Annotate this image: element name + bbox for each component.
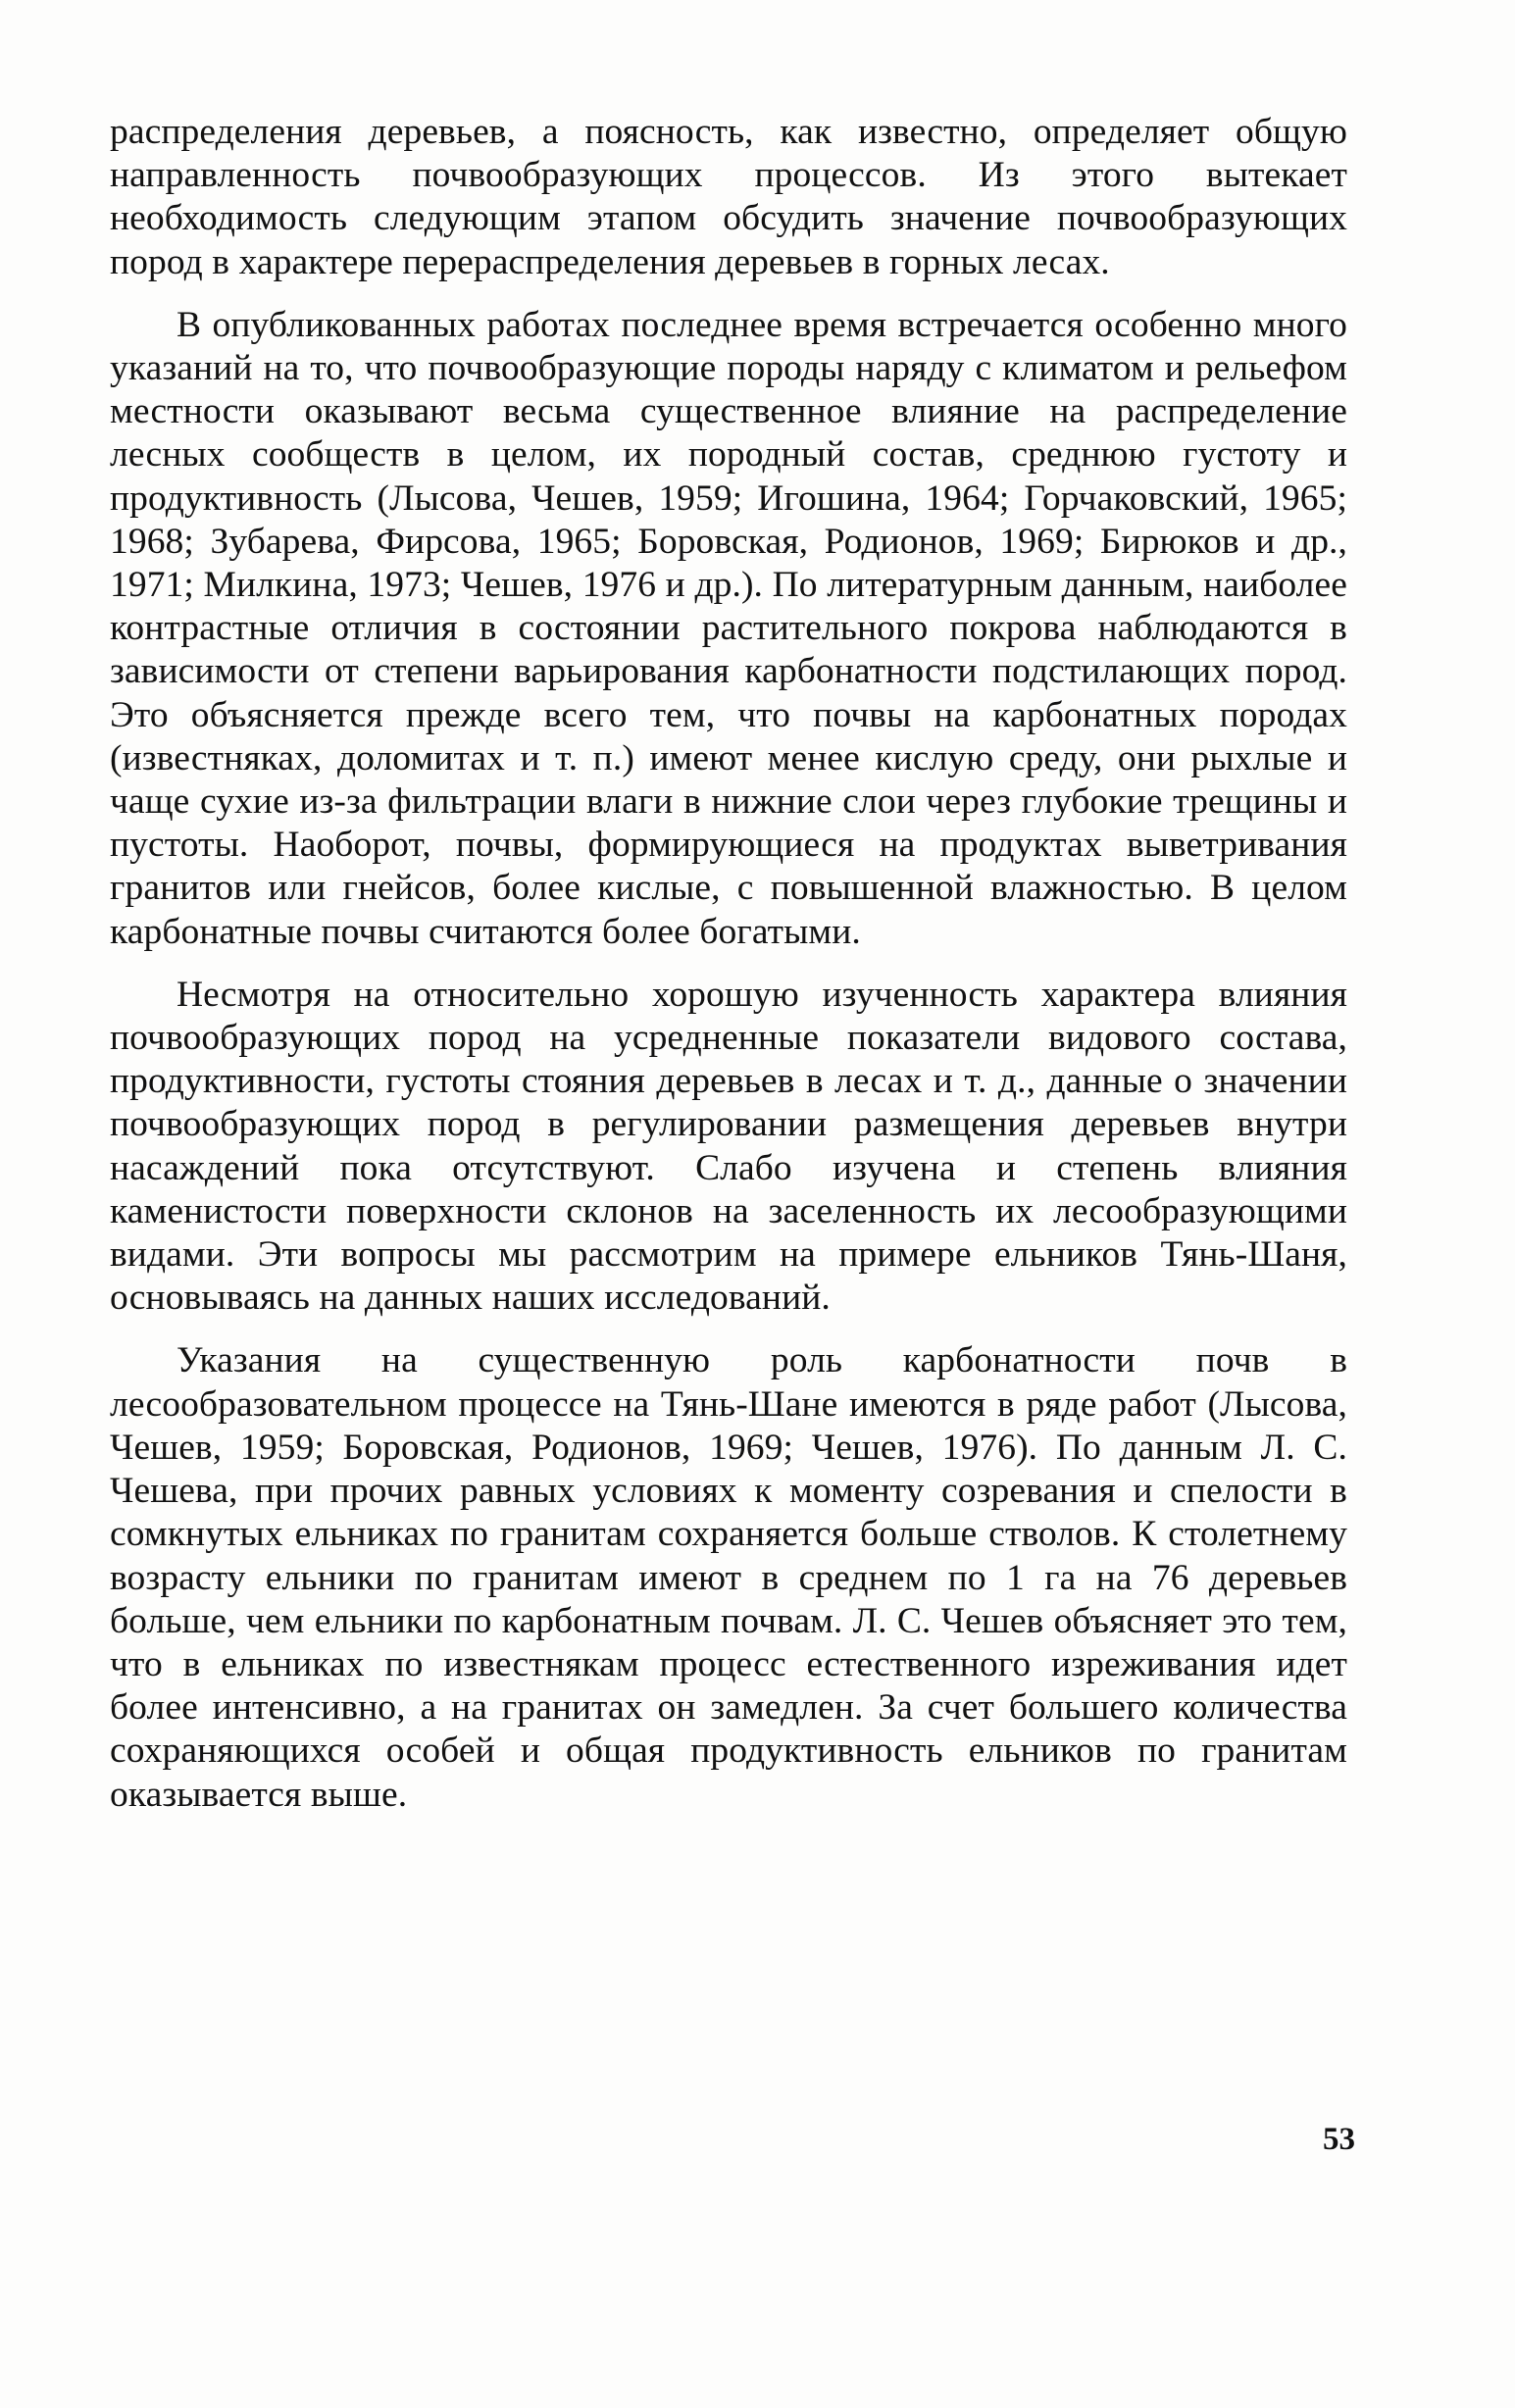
page-number: 53 xyxy=(1323,2122,1355,2157)
paragraph-research-gap: Несмотря на относительно хорошую изученность характера влияния почвообразующих пород на усредненные показатели видового состава, продуктивности, густоты стояния деревьев в лесах и т. д., данные о значении почвообразующих пород в регулировании размещения деревьев внутри насаждений пока отсутствуют. Слабо изучена и степень влияния каменистости поверхности склонов на заселенность их лесообразующими видами. Эти вопросы мы рассмотрим на примере ельников Тянь-Шаня, основываясь на данных наших исследований. xyxy=(110,974,1347,1319)
body-text xyxy=(110,111,1347,1817)
paragraph-carbonate-role: Указания на существенную роль карбонатности почв в лесообразовательном процессе на Тянь-Шане имеются в ряде работ (Лысова, Чешев, 1959; Боровская, Родионов, 1969; Чешев, 1976). По данным Л. С. Чешева, при прочих равных условиях к моменту созревания и спелости в сомкнутых ельниках по гранитам сохраняется больше стволов. К столетнему возрасту ельники по гранитам имеют в среднем по 1 га на 76 деревьев больше, чем ельники по карбонатным почвам. Л. С. Чешев объясняет это тем, что в ельниках по известнякам процесс естественного изреживания идет более интенсивно, а на гранитах он замедлен. За счет большего количества сохраняющихся особей и общая продуктивность ельников по гранитам оказывается выше. xyxy=(110,1340,1347,1815)
paragraph-continuation: распределения деревьев, а поясность, как известно, определяет общую направленность почвообразующих процессов. Из этого вытекает необходимость следующим этапом обсудить значение почвообразующих пород в характере перераспределения деревьев в горных лесах. xyxy=(110,112,1347,282)
paragraph-published-works: В опубликованных работах последнее время встречается особенно много указаний на то, что почвообразующие породы наряду с климатом и рельефом местности оказывают весьма существенное влияние на распределение лесных сообществ в целом, их породный состав, среднюю густоту и продуктивность (Лысова, Чешев, 1959; Игошина, 1964; Горчаковский, 1965; 1968; Зубарева, Фирсова, 1965; Боровская, Родионов, 1969; Бирюков и др., 1971; Милкина, 1973; Чешев, 1976 и др.). По литературным данным, наиболее контрастные отличия в состоянии растительного покрова наблюдаются в зависимости от степени варьирования карбонатности подстилающих пород. Это объясняется прежде всего тем, что почвы на карбонатных породах (известняках, доломитах и т. п.) имеют менее кислую среду, они рыхлые и чаще сухие из-за фильтрации влаги в нижние слои через глубокие трещины и пустоты. Наоборот, почвы, формирующиеся на продуктах выветривания гранитов или гнейсов, более кислые, с повышенной влажностью. В целом карбонатные почвы считаются более богатыми. xyxy=(110,304,1347,952)
